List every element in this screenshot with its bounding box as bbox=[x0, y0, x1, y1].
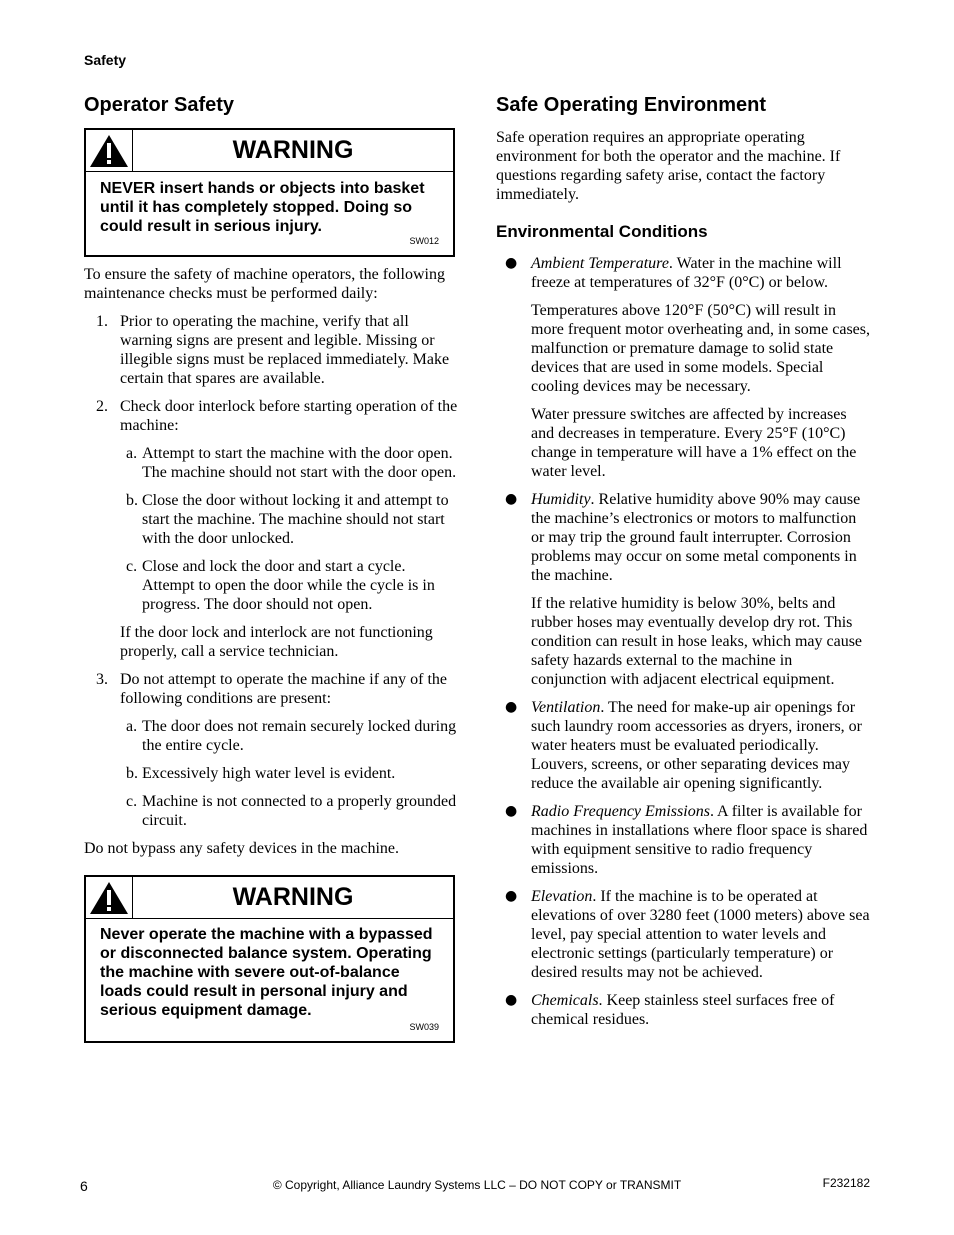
bullet-text bbox=[531, 991, 871, 1029]
sub-list-letter: b. bbox=[126, 492, 138, 509]
bullet-icon: ● bbox=[505, 491, 518, 507]
bullet-desc: . Water in the machine will freeze at temperatures of 32°F (0°C) or below. bbox=[531, 255, 842, 291]
bullet-icon: ● bbox=[505, 992, 518, 1008]
environment-intro: Safe operation requires an appropriate operating environment for both the operator and the machine. If questions regarding safety arise, contact the factory immediately. bbox=[496, 129, 841, 203]
page-footer bbox=[0, 1176, 954, 1196]
sub-list-letter: b. bbox=[126, 765, 138, 782]
bullet-term: Elevation bbox=[531, 888, 593, 905]
bullet-icon: ● bbox=[505, 888, 518, 904]
intro-paragraph: To ensure the safety of machine operators, the following maintenance checks must be performed daily: bbox=[84, 266, 445, 302]
copyright-notice: © Copyright, Alliance Laundry Systems LLC – DO NOT COPY or TRANSMIT bbox=[272, 1178, 682, 1192]
bullet-term: Chemicals bbox=[531, 992, 599, 1009]
bullet-term: Radio Frequency Emissions bbox=[531, 803, 710, 820]
page-number: 6 bbox=[80, 1178, 88, 1194]
sub-list-item bbox=[84, 491, 459, 548]
bullet-text bbox=[531, 254, 871, 292]
warning-code: SW039 bbox=[409, 1022, 439, 1032]
bullet-item bbox=[496, 991, 871, 1029]
list-item bbox=[84, 670, 459, 708]
warning-text: Never operate the machine with a bypassed or disconnected balance system. Operating the machine with severe out-of-balance loads could result in personal injury and serious equipment damage. bbox=[100, 926, 433, 1019]
warning-code: SW012 bbox=[409, 236, 439, 246]
bullet-text bbox=[531, 490, 871, 585]
bullet-term: Ambient Temperature bbox=[531, 255, 669, 272]
sub-list-letter: c. bbox=[126, 793, 138, 810]
warning-title: WARNING bbox=[232, 883, 354, 911]
bullet-icon: ● bbox=[505, 699, 518, 715]
bullet-item bbox=[496, 698, 871, 793]
list-item bbox=[84, 397, 459, 435]
list-text: Do not attempt to operate the machine if any of the following conditions are present: bbox=[120, 671, 447, 707]
sub-list-item bbox=[84, 557, 459, 614]
sub-list-item bbox=[84, 764, 459, 783]
bullet-desc: . A filter is available for machines in installations where floor space is shared with equipment sensitive to radio frequency emissions. bbox=[531, 803, 868, 877]
sub-list-text: The door does not remain securely locked during the entire cycle. bbox=[142, 718, 457, 754]
warning-box-sw039 bbox=[84, 875, 455, 1043]
bypass-paragraph: Do not bypass any safety devices in the machine. bbox=[84, 840, 400, 857]
bullet-text bbox=[531, 802, 871, 878]
list-number: 3. bbox=[96, 671, 108, 688]
warning-header bbox=[86, 130, 453, 172]
sub-list-item bbox=[84, 444, 459, 482]
list-number: 1. bbox=[96, 313, 108, 330]
sub-list-letter: c. bbox=[126, 558, 138, 575]
conditions-subheading: Environmental Conditions bbox=[496, 222, 708, 241]
sub-list-text: Attempt to start the machine with the door open. The machine should not start with the door open. bbox=[142, 445, 457, 481]
list-item bbox=[84, 312, 459, 388]
bullet-continuation: Water pressure switches are affected by increases and decreases in temperature. Every 25°F (10°C) change in temperature will have a 1% effect on the water level. bbox=[531, 406, 857, 480]
warning-triangle-icon bbox=[86, 877, 133, 918]
bullet-item bbox=[496, 490, 871, 585]
environment-column bbox=[496, 92, 871, 1029]
list-number: 2. bbox=[96, 398, 108, 415]
bullet-item bbox=[496, 254, 871, 292]
section-label: Safety bbox=[84, 52, 127, 68]
warning-body bbox=[86, 172, 453, 255]
warning-text: NEVER insert hands or objects into basket until it has completely stopped. Doing so could result in serious injury. bbox=[100, 180, 425, 235]
warning-header bbox=[86, 877, 453, 919]
sub-list-text: Excessively high water level is evident. bbox=[142, 765, 396, 782]
sub-list-item bbox=[84, 792, 459, 830]
list-text: Prior to operating the machine, verify that all warning signs are present and legible. Missing or illegible signs must be replaced immediately. Make certain that spares are available. bbox=[120, 313, 450, 387]
interlock-note: If the door lock and interlock are not functioning properly, call a service technician. bbox=[120, 624, 433, 660]
bullet-icon: ● bbox=[505, 803, 518, 819]
sub-list-text: Machine is not connected to a properly grounded circuit. bbox=[142, 793, 457, 829]
bullet-continuation: Temperatures above 120°F (50°C) will result in more frequent motor overheating and, in some cases, malfunction or premature damage to solid state devices that are used in some models. Special cooling devices may be necessary. bbox=[531, 302, 870, 395]
bullet-icon: ● bbox=[505, 255, 518, 271]
bullet-desc: . Relative humidity above 90% may cause the machine’s electronics or motors to malfunction or may trip the ground fault interrupter. Corrosion problems may occur on some metal components in the machine. bbox=[531, 491, 861, 584]
bullet-continuation: If the relative humidity is below 30%, belts and rubber hoses may eventually develop dry rot. This condition can result in hose leaks, which may cause safety hazards external to the machine in conjunction with adjacent electrical equipment. bbox=[531, 595, 863, 688]
bullet-term: Humidity bbox=[531, 491, 591, 508]
bullet-desc: . The need for make-up air openings for such laundry room accessories as dryers, ironers, or water heaters must be evaluated periodically. Louvers, screens, or other separating devices may reduce the available air opening significantly. bbox=[531, 699, 863, 792]
sub-list-item bbox=[84, 717, 459, 755]
sub-list-text: Close and lock the door and start a cycle. Attempt to open the door while the cycle is in progress. The door should not open. bbox=[142, 558, 435, 613]
warning-body bbox=[86, 919, 453, 1041]
bullet-text bbox=[531, 698, 871, 793]
bullet-desc: . Keep stainless steel surfaces free of chemical residues. bbox=[531, 992, 835, 1028]
operator-safety-heading: Operator Safety bbox=[84, 94, 235, 116]
bullet-item bbox=[496, 887, 871, 982]
sub-list-letter: a. bbox=[126, 445, 138, 462]
warning-title: WARNING bbox=[232, 136, 354, 164]
sub-list-letter: a. bbox=[126, 718, 138, 735]
bullet-text bbox=[531, 887, 871, 982]
environment-heading: Safe Operating Environment bbox=[496, 94, 767, 116]
warning-triangle-icon bbox=[86, 130, 133, 171]
warning-box-sw012 bbox=[84, 128, 455, 257]
document-number: F232182 bbox=[822, 1176, 870, 1190]
bullet-term: Ventilation bbox=[531, 699, 601, 716]
bullet-item bbox=[496, 802, 871, 878]
operator-safety-column bbox=[84, 92, 459, 1043]
list-text: Check door interlock before starting operation of the machine: bbox=[120, 398, 458, 434]
bullet-desc: . If the machine is to be operated at elevations of over 3280 feet (1000 meters) above sea level, pay special attention to water levels and electronic settings (particularly temperature) or desired results may not be achieved. bbox=[531, 888, 870, 981]
sub-list-text: Close the door without locking it and attempt to start the machine. The machine should not start with the door unlocked. bbox=[142, 492, 449, 547]
